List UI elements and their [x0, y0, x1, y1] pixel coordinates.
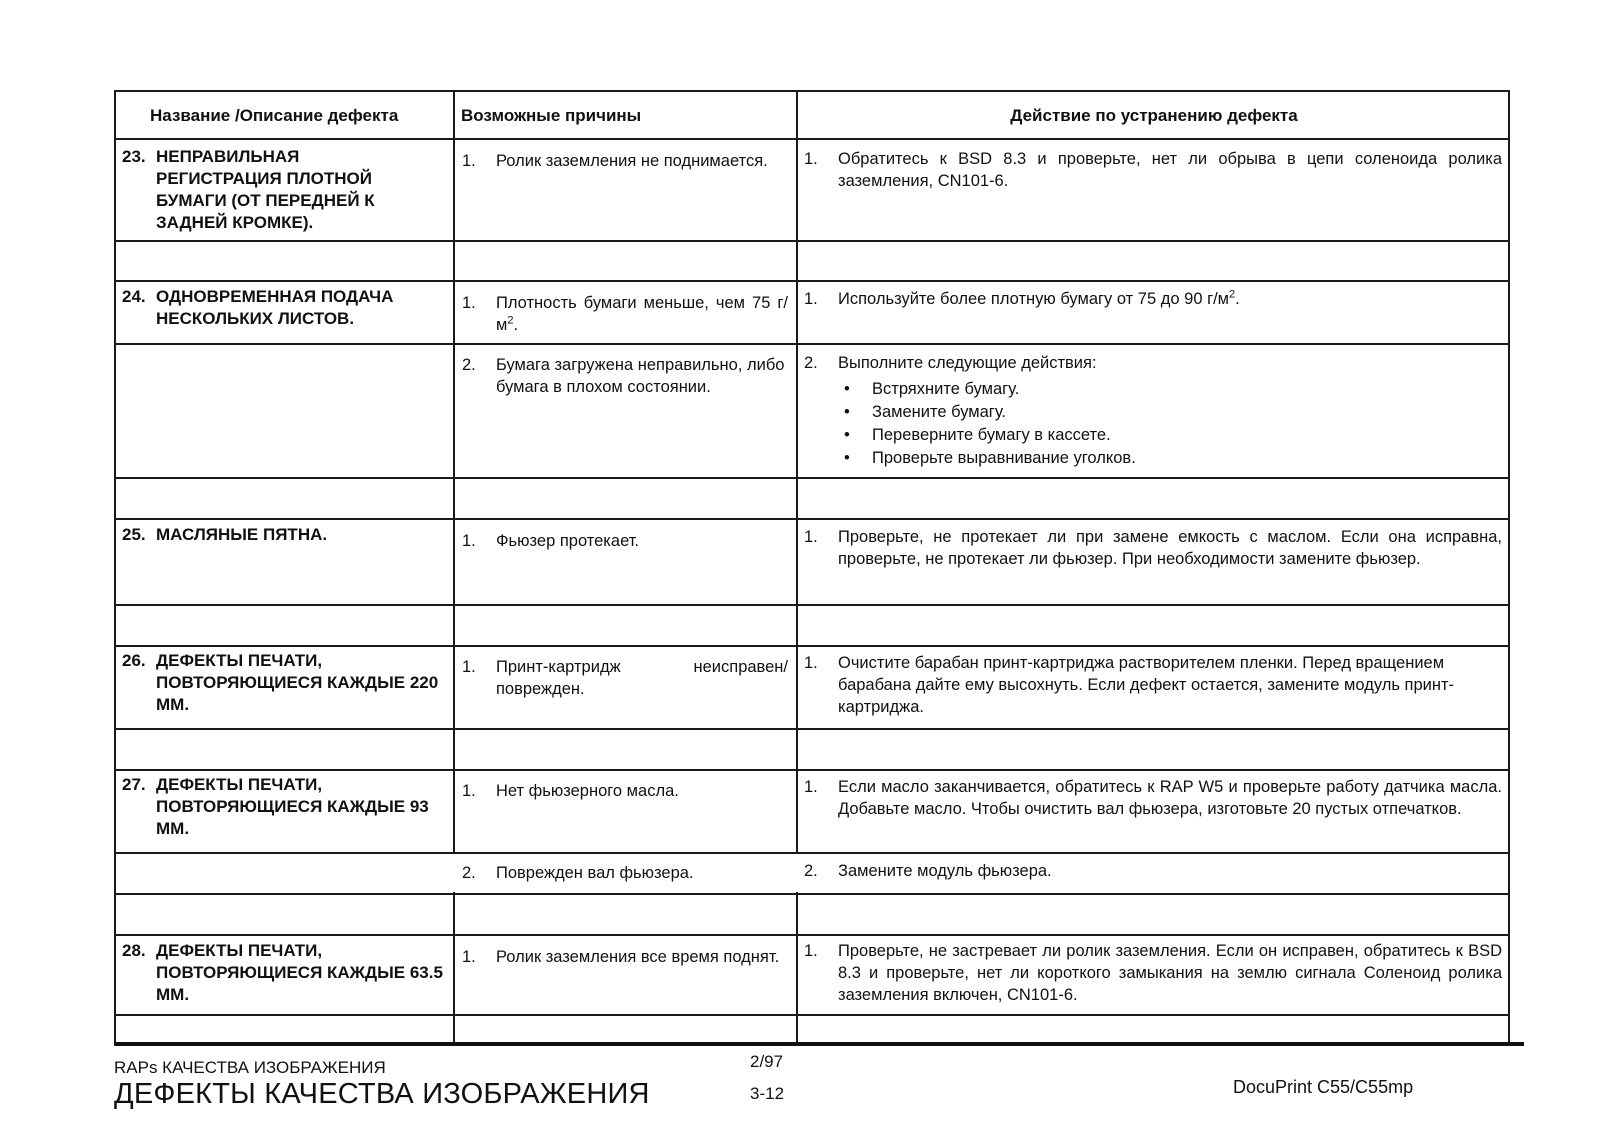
- footer-page-number: 3-12: [750, 1084, 785, 1103]
- row-divider: [116, 893, 1508, 895]
- row-divider: [116, 1014, 1508, 1016]
- header-defect-name: Название /Описание дефекта: [150, 106, 399, 125]
- row-divider: [116, 280, 1508, 282]
- row-divider: [116, 138, 1508, 140]
- row-divider: [116, 518, 1508, 520]
- bullet-item: • Переверните бумагу в кассете.: [838, 424, 1502, 447]
- row-divider: [116, 934, 1508, 936]
- row-divider: [116, 604, 1508, 606]
- column-divider: [453, 92, 455, 1046]
- footer-date: 2/97: [750, 1052, 784, 1071]
- defects-table: Название /Описание дефекта Возможные причины Действие по устранению дефекта 23. НЕПРАВИЛЬНАЯ РЕГИСТРАЦИЯ ПЛОТНОЙ БУМАГИ (ОТ ПЕРЕДНЕЙ К ЗАДНЕЙ КРОМКЕ). 1. Ролик заземления не поднимается. 1. Обратитесь к BSD 8.3 и проверьте, нет ли обрыва в цепи соленоида ролика заземления, CN101-6. 24. ОДНОВРЕМЕННАЯ ПОДАЧА НЕСКОЛЬКИХ ЛИСТОВ. 1. Плотность бумаги меньше, чем 75 $г/м^2$. 1. Используйте более плотную бумагу от 75 до 90 $г/м^2$. 2. Бумага загружена неправильно, либо бумага в плохом состоянии. 2. Выполните следующие действия: • Встряхните бумагу. • Замените бумагу. • Переверните бумагу в кассете. • Проверьте выравнивание уголков. 25. МАСЛЯНЫЕ ПЯТНА. 1. Фьюзер протекает. 1. Проверьте, не протекает ли при замене емкость с маслом. Если она исправна, проверьте, не протекает ли фьюзер. При необходимости замените фьюзер. 26. ДЕФЕКТЫ ПЕЧАТИ, ПОВТОРЯЮЩИЕСЯ КАЖДЫЕ 220 ММ. 1. Принт-картридж неисправен/ поврежден. 1. Очистите барабан принт-картриджа растворителем пленки. Перед вращением барабана дайте ему высохнуть. Если дефект остается, замените модуль принт-картриджа. 27. ДЕФЕКТЫ ПЕЧАТИ, ПОВТОРЯЮЩИЕСЯ КАЖДЫЕ 93 ММ. 1. Нет фьюзерного масла. 1. Если масло заканчивается, обратитесь к RAP W5 и проверьте работу датчика масла. Добавьте масло. Чтобы очистить вал фьюзера, изготовьте 20 пустых отпечатков. 2. Поврежден вал фьюзера. 2. Замените модуль фьюзера. 28. ДЕФЕКТЫ ПЕЧАТИ, ПОВТОРЯЮЩИЕСЯ КАЖДЫЕ 63.5 ММ. 1. Ролик заземления все время поднят. 1. Проверьте, не застревает ли ролик заземления. Если он исправен, обратитесь к BSD 8.3 и проверьте, нет ли короткого замыкания на землю сигнала Соленоид ролика заземления включен, CN101-6.: [114, 90, 1510, 1046]
- footer-section-large: ДЕФЕКТЫ КАЧЕСТВА ИЗОБРАЖЕНИЯ: [114, 1078, 650, 1110]
- action-bullet-list: [838, 378, 1502, 470]
- row-divider: [116, 477, 1508, 479]
- bullet-item: • Проверьте выравнивание уголков.: [838, 447, 1502, 470]
- table-row-24-action-2: 2. Выполните следующие действия: • Встряхните бумагу. • Замените бумагу. • Переверните бумагу в кассете. • Проверьте выравнивание уголков.: [804, 352, 1504, 472]
- footer-product-name: DocuPrint C55/C55mp: [1233, 1077, 1414, 1097]
- footer-rule: [114, 1042, 1524, 1046]
- header-causes: Возможные причины: [461, 106, 642, 125]
- row-divider: [116, 728, 1508, 730]
- header-actions: Действие по устранению дефекта: [1010, 106, 1298, 125]
- footer-section-small: RAPs КАЧЕСТВА ИЗОБРАЖЕНИЯ: [114, 1058, 386, 1077]
- row-divider: [116, 240, 1508, 242]
- column-divider: [796, 92, 798, 1046]
- bullet-item: • Замените бумагу.: [838, 401, 1502, 424]
- row-divider: [116, 343, 1508, 345]
- row-divider: [116, 645, 1508, 647]
- row-divider: [116, 769, 1508, 771]
- bullet-item: • Встряхните бумагу.: [838, 378, 1502, 401]
